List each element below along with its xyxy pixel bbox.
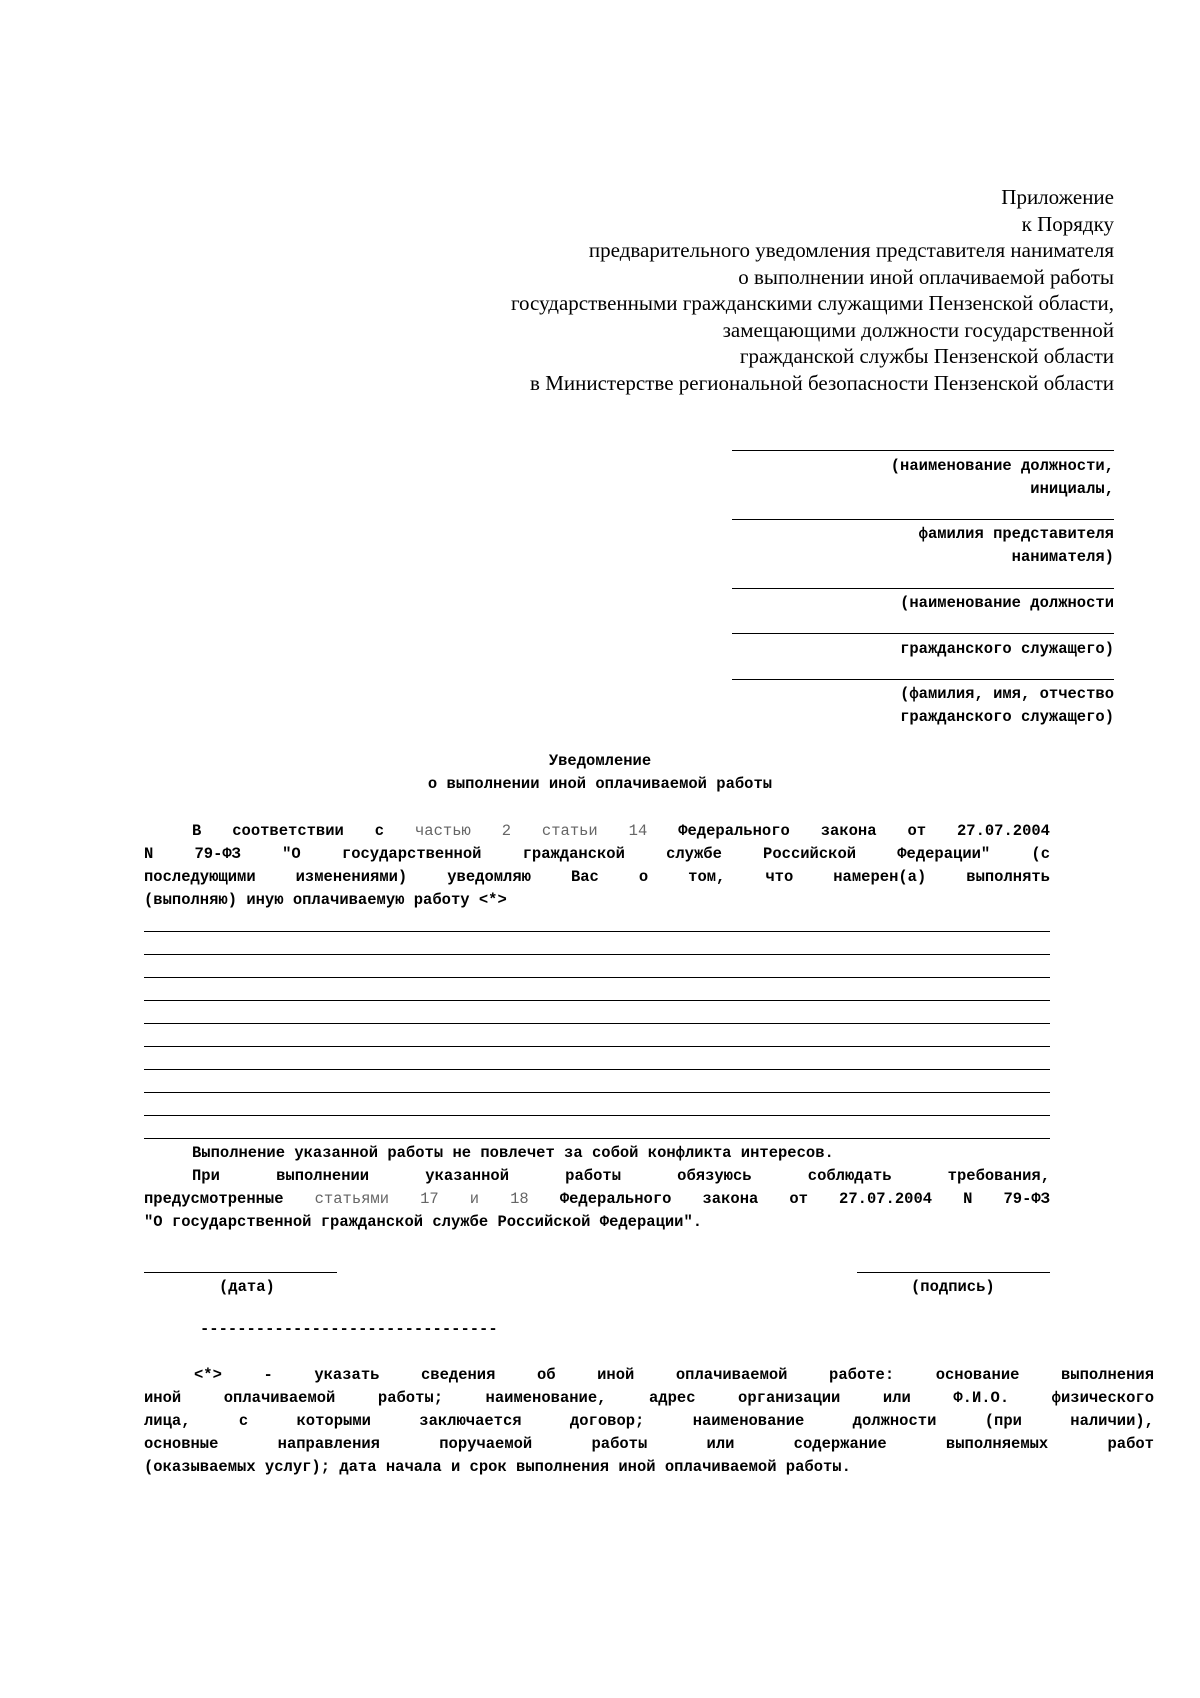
signature-field-line[interactable] bbox=[857, 1272, 1050, 1273]
body-line: Выполнение указанной работы не повлечет за собой конфликта интересов. bbox=[192, 1144, 834, 1162]
servant-position-field-line[interactable] bbox=[732, 588, 1114, 589]
appendix-line: гражданской службы Пензенской области bbox=[739, 344, 1114, 368]
document-subtitle: о выполнении иной оплачиваемой работы bbox=[427, 775, 773, 793]
body-line: "О государственной гражданской службе Российской Федерации". bbox=[144, 1213, 703, 1231]
appendix-line: предварительного уведомления представителя нанимателя bbox=[588, 238, 1114, 262]
date-label: (дата) bbox=[219, 1278, 275, 1296]
blank-line[interactable] bbox=[144, 1023, 1050, 1024]
employer-label: фамилия представителя bbox=[918, 525, 1114, 543]
servant-label: (наименование должности bbox=[900, 594, 1114, 612]
body-line: При выполнении указанной работы обязуюсь соблюдать требования, bbox=[192, 1167, 1050, 1185]
body-text: предусмотренные bbox=[144, 1190, 284, 1208]
appendix-line: государственными гражданскими служащими Пензенской области, bbox=[510, 291, 1114, 315]
footnote-line: <*> - указать сведения об иной оплачиваемой работе: основание выполнения bbox=[194, 1366, 1154, 1384]
blank-line[interactable] bbox=[144, 931, 1050, 932]
blank-line[interactable] bbox=[144, 1092, 1050, 1093]
law-reference-link[interactable]: статьями 17 и 18 bbox=[314, 1190, 529, 1208]
appendix-line: о выполнении иной оплачиваемой работы bbox=[738, 264, 1114, 289]
blank-line[interactable] bbox=[144, 954, 1050, 955]
body-text: Федерального закона от 27.07.2004 bbox=[678, 822, 1050, 840]
body-line bbox=[144, 1188, 1050, 1211]
appendix-line: к Порядку bbox=[1021, 211, 1114, 236]
footnote-line: (оказываемых услуг); дата начала и срок выполнения иной оплачиваемой работы. bbox=[144, 1458, 851, 1476]
footnote-separator: -------------------------------- bbox=[200, 1320, 498, 1338]
signature-label: (подпись) bbox=[911, 1278, 995, 1296]
blank-line[interactable] bbox=[144, 1069, 1050, 1070]
servant-label: (фамилия, имя, отчество bbox=[900, 685, 1114, 703]
blank-line[interactable] bbox=[144, 1115, 1050, 1116]
law-reference-link[interactable]: частью 2 статьи 14 bbox=[414, 822, 648, 840]
employer-field-line[interactable] bbox=[732, 450, 1114, 451]
body-line bbox=[144, 820, 1050, 843]
appendix-line: в Министерстве региональной безопасности Пензенской области bbox=[530, 370, 1114, 395]
blank-line[interactable] bbox=[144, 1000, 1050, 1001]
employer-label: нанимателя) bbox=[1011, 548, 1114, 566]
employer-label: инициалы, bbox=[1030, 480, 1114, 498]
footnote-line: иной оплачиваемой работы; наименование, адрес организации или Ф.И.О. физического bbox=[144, 1389, 1154, 1407]
appendix-line: замещающими должности государственной bbox=[722, 317, 1114, 342]
footnote-line: основные направления поручаемой работы или содержание выполняемых работ bbox=[144, 1435, 1154, 1453]
footnote-line: лица, с которыми заключается договор; наименование должности (при наличии), bbox=[144, 1412, 1154, 1430]
appendix-line: Приложение bbox=[1001, 185, 1114, 209]
servant-label: гражданского служащего) bbox=[900, 708, 1114, 726]
blank-line[interactable] bbox=[144, 1138, 1050, 1139]
employer-name-field-line[interactable] bbox=[732, 519, 1114, 520]
servant-label: гражданского служащего) bbox=[900, 640, 1114, 658]
body-text: В соответствии с bbox=[192, 822, 385, 840]
date-field-line[interactable] bbox=[144, 1272, 337, 1273]
body-line: последующими изменениями) уведомляю Вас о том, что намерен(а) выполнять bbox=[144, 868, 1050, 886]
body-line: (выполняю) иную оплачиваемую работу <*> bbox=[144, 891, 507, 909]
servant-position-field-line-2[interactable] bbox=[732, 633, 1114, 634]
document-title: Уведомление bbox=[548, 752, 652, 770]
blank-line[interactable] bbox=[144, 977, 1050, 978]
blank-line[interactable] bbox=[144, 1046, 1050, 1047]
employer-label: (наименование должности, bbox=[890, 457, 1114, 475]
body-line: N 79-ФЗ "О государственной гражданской службе Российской Федерации" (с bbox=[144, 845, 1050, 863]
body-text: Федерального закона от 27.07.2004 N 79-ФЗ bbox=[559, 1190, 1050, 1208]
servant-name-field-line[interactable] bbox=[732, 679, 1114, 680]
appendix-header bbox=[354, 184, 1114, 396]
